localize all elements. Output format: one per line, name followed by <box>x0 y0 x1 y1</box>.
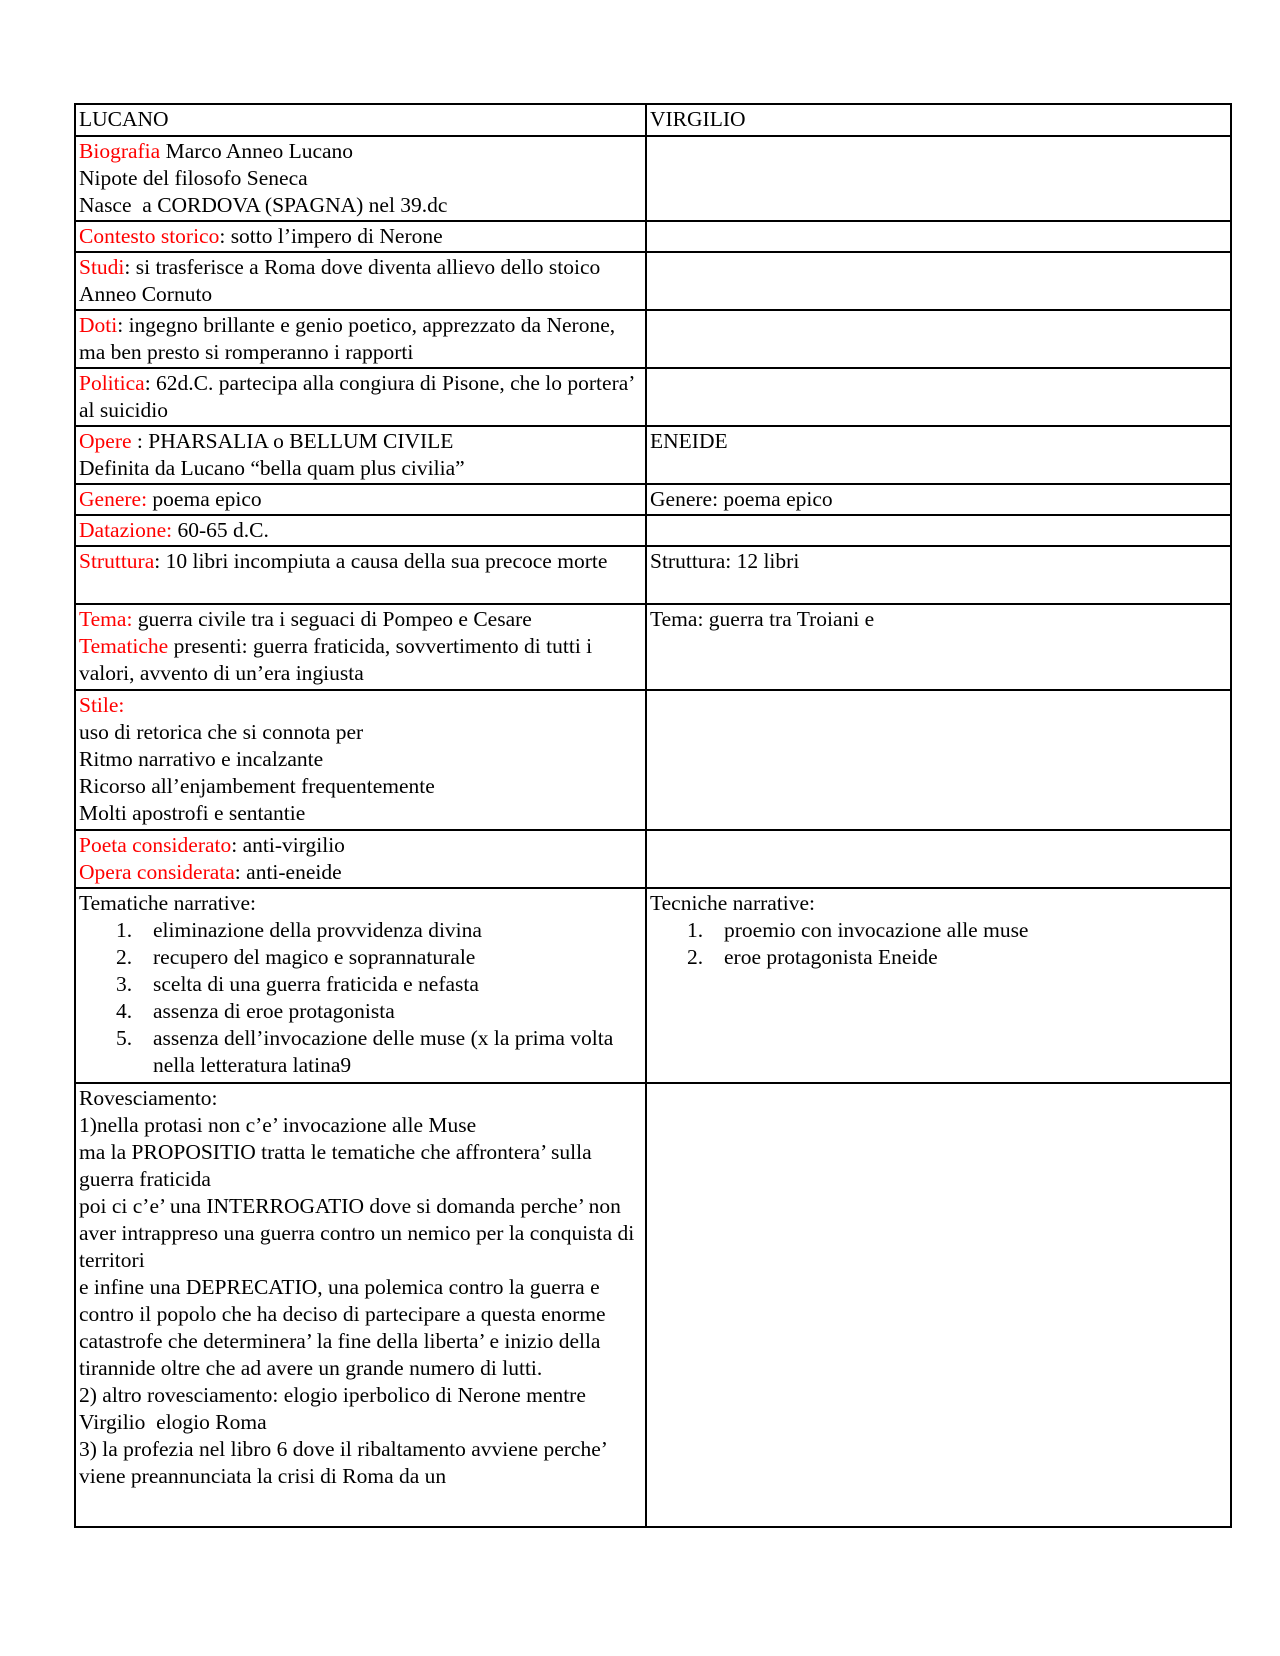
tecniche-list <box>650 917 1227 971</box>
biografia-label: Biografia <box>79 139 161 163</box>
politica-text: : 62d.C. partecipa alla congiura di Pisone, che lo portera’ al suicidio <box>79 371 634 422</box>
contesto-label: Contesto storico <box>79 224 220 248</box>
table-row <box>75 484 1231 515</box>
table-row <box>75 252 1231 310</box>
empty-cell <box>646 310 1231 368</box>
struttura-label: Struttura <box>79 549 155 573</box>
politica-cell <box>75 368 646 426</box>
rovesciamento-cell <box>75 1083 646 1527</box>
tematiche-list <box>79 917 642 1079</box>
list-text: proemio con invocazione alle muse <box>724 918 1029 942</box>
table-row <box>75 888 1231 1083</box>
empty-cell <box>646 690 1231 830</box>
poeta-text: : anti-virgilio <box>231 833 345 857</box>
tema-cell <box>75 604 646 690</box>
genere-right-cell <box>646 484 1231 515</box>
contesto-text: : sotto l’impero di Nerone <box>219 224 443 248</box>
doti-label: Doti <box>79 313 118 337</box>
genere-cell <box>75 484 646 515</box>
tematiche-label: Tematiche <box>79 634 169 658</box>
opere-label: Opere <box>79 429 132 453</box>
tema-text: guerra civile tra i seguaci di Pompeo e Cesare <box>132 607 532 631</box>
empty-cell <box>646 1083 1231 1527</box>
table-row <box>75 368 1231 426</box>
table-row <box>75 690 1231 830</box>
list-text: eroe protagonista Eneide <box>724 945 938 969</box>
list-number: 1. <box>116 918 133 942</box>
list-number: 2. <box>687 945 704 969</box>
table-row <box>75 221 1231 252</box>
tematiche-narrative-title: Tematiche narrative: <box>79 891 256 915</box>
stile-line: Ritmo narrativo e incalzante <box>79 747 324 771</box>
biografia-line2: Nipote del filosofo Seneca <box>79 166 308 190</box>
list-item <box>116 917 642 944</box>
empty-cell <box>646 221 1231 252</box>
opera-label: Opera considerata <box>79 860 235 884</box>
struttura-right-text: Struttura: 12 libri <box>650 549 800 573</box>
datazione-text: 60-65 d.C. <box>172 518 269 542</box>
empty-cell <box>646 515 1231 546</box>
table-row <box>75 104 1231 136</box>
datazione-cell <box>75 515 646 546</box>
struttura-right-cell <box>646 546 1231 604</box>
list-item <box>687 944 1227 971</box>
header-cell-right <box>646 104 1231 136</box>
stile-line: Molti apostrofi e sentantie <box>79 801 306 825</box>
tema-label: Tema: <box>79 607 133 631</box>
table-row <box>75 136 1231 221</box>
rovesciamento-line: ma la PROPOSITIO tratta le tematiche che affrontera’ sulla guerra fraticida <box>79 1140 598 1191</box>
politica-label: Politica <box>79 371 145 395</box>
biografia-cell <box>75 136 646 221</box>
rovesciamento-line: e infine una DEPRECATIO, una polemica contro la guerra e contro il popolo che ha deciso di partecipare a questa enorme catastrofe che determinera’ la fine della liberta’ e inizio della tirannide oltre che ad avere un grande numero di lutti. <box>79 1275 611 1380</box>
tematiche-narrative-cell <box>75 888 646 1083</box>
biografia-text: Marco Anneo Lucano <box>160 139 354 163</box>
table-row <box>75 515 1231 546</box>
studi-text: : si trasferisce a Roma dove diventa allievo dello stoico Anneo Cornuto <box>79 255 601 306</box>
empty-cell <box>646 252 1231 310</box>
list-item <box>116 1025 642 1079</box>
studi-cell <box>75 252 646 310</box>
doti-cell <box>75 310 646 368</box>
opere-line2: Definita da Lucano “bella quam plus civilia” <box>79 456 465 480</box>
header-left-text: LUCANO <box>79 107 169 131</box>
biografia-line3: Nasce a CORDOVA (SPAGNA) nel 39.dc <box>79 193 448 217</box>
studi-label: Studi <box>79 255 125 279</box>
struttura-cell <box>75 546 646 604</box>
table-row <box>75 1083 1231 1527</box>
stile-label: Stile: <box>79 693 125 717</box>
tecniche-narrative-cell <box>646 888 1231 1083</box>
stile-line: Ricorso all’enjambement frequentemente <box>79 774 435 798</box>
contesto-cell <box>75 221 646 252</box>
table-row <box>75 546 1231 604</box>
genere-label: Genere: <box>79 487 148 511</box>
list-text: scelta di una guerra fraticida e nefasta <box>153 972 479 996</box>
empty-cell <box>646 136 1231 221</box>
stile-line: uso di retorica che si connota per <box>79 720 364 744</box>
table-row <box>75 604 1231 690</box>
tecniche-narrative-title: Tecniche narrative: <box>650 891 816 915</box>
empty-cell <box>646 368 1231 426</box>
comparison-table <box>74 103 1232 1528</box>
list-number: 3. <box>116 972 133 996</box>
list-item <box>116 971 642 998</box>
list-text: assenza di eroe protagonista <box>153 999 395 1023</box>
header-cell-left <box>75 104 646 136</box>
opere-right-text: ENEIDE <box>650 429 728 453</box>
rovesciamento-line: poi ci c’e’ una INTERROGATIO dove si domanda perche’ non aver intrappreso una guerra contro un nemico per la conquista di territori <box>79 1194 640 1272</box>
tematiche-text: presenti: guerra fraticida, sovvertimento di tutti i valori, avvento di un’era ingiusta <box>79 634 598 685</box>
list-text: recupero del magico e soprannaturale <box>153 945 476 969</box>
header-right-text: VIRGILIO <box>650 107 746 131</box>
list-item <box>116 998 642 1025</box>
list-number: 5. <box>116 1026 133 1050</box>
rovesciamento-line: Rovesciamento: <box>79 1086 218 1110</box>
opera-text: : anti-eneide <box>234 860 342 884</box>
stile-cell <box>75 690 646 830</box>
table-row <box>75 830 1231 888</box>
tema-right-cell <box>646 604 1231 690</box>
rovesciamento-line: 1)nella protasi non c’e’ invocazione alle Muse <box>79 1113 477 1137</box>
poeta-cell <box>75 830 646 888</box>
doti-text: : ingegno brillante e genio poetico, apprezzato da Nerone, ma ben presto si romperanno i rapporti <box>79 313 616 364</box>
datazione-label: Datazione: <box>79 518 173 542</box>
list-number: 2. <box>116 945 133 969</box>
opere-right-cell <box>646 426 1231 484</box>
struttura-text: : 10 libri incompiuta a causa della sua precoce morte <box>154 549 608 573</box>
list-item <box>687 917 1227 944</box>
poeta-label: Poeta considerato <box>79 833 232 857</box>
opere-cell <box>75 426 646 484</box>
rovesciamento-line: 2) altro rovesciamento: elogio iperbolico di Nerone mentre Virgilio elogio Roma <box>79 1383 591 1434</box>
table-row <box>75 426 1231 484</box>
genere-text: poema epico <box>147 487 262 511</box>
opere-text: : PHARSALIA o BELLUM CIVILE <box>131 429 454 453</box>
list-number: 4. <box>116 999 133 1023</box>
empty-cell <box>646 830 1231 888</box>
list-text: eliminazione della provvidenza divina <box>153 918 482 942</box>
genere-right-text: Genere: poema epico <box>650 487 833 511</box>
rovesciamento-line: 3) la profezia nel libro 6 dove il ribaltamento avviene perche’ viene preannunciata la crisi di Roma da un <box>79 1437 612 1488</box>
tema-right-text: Tema: guerra tra Troiani e <box>650 607 875 631</box>
list-item <box>116 944 642 971</box>
list-number: 1. <box>687 918 704 942</box>
list-text: assenza dell’invocazione delle muse (x la prima volta nella letteratura latina9 <box>153 1026 614 1077</box>
table-row <box>75 310 1231 368</box>
